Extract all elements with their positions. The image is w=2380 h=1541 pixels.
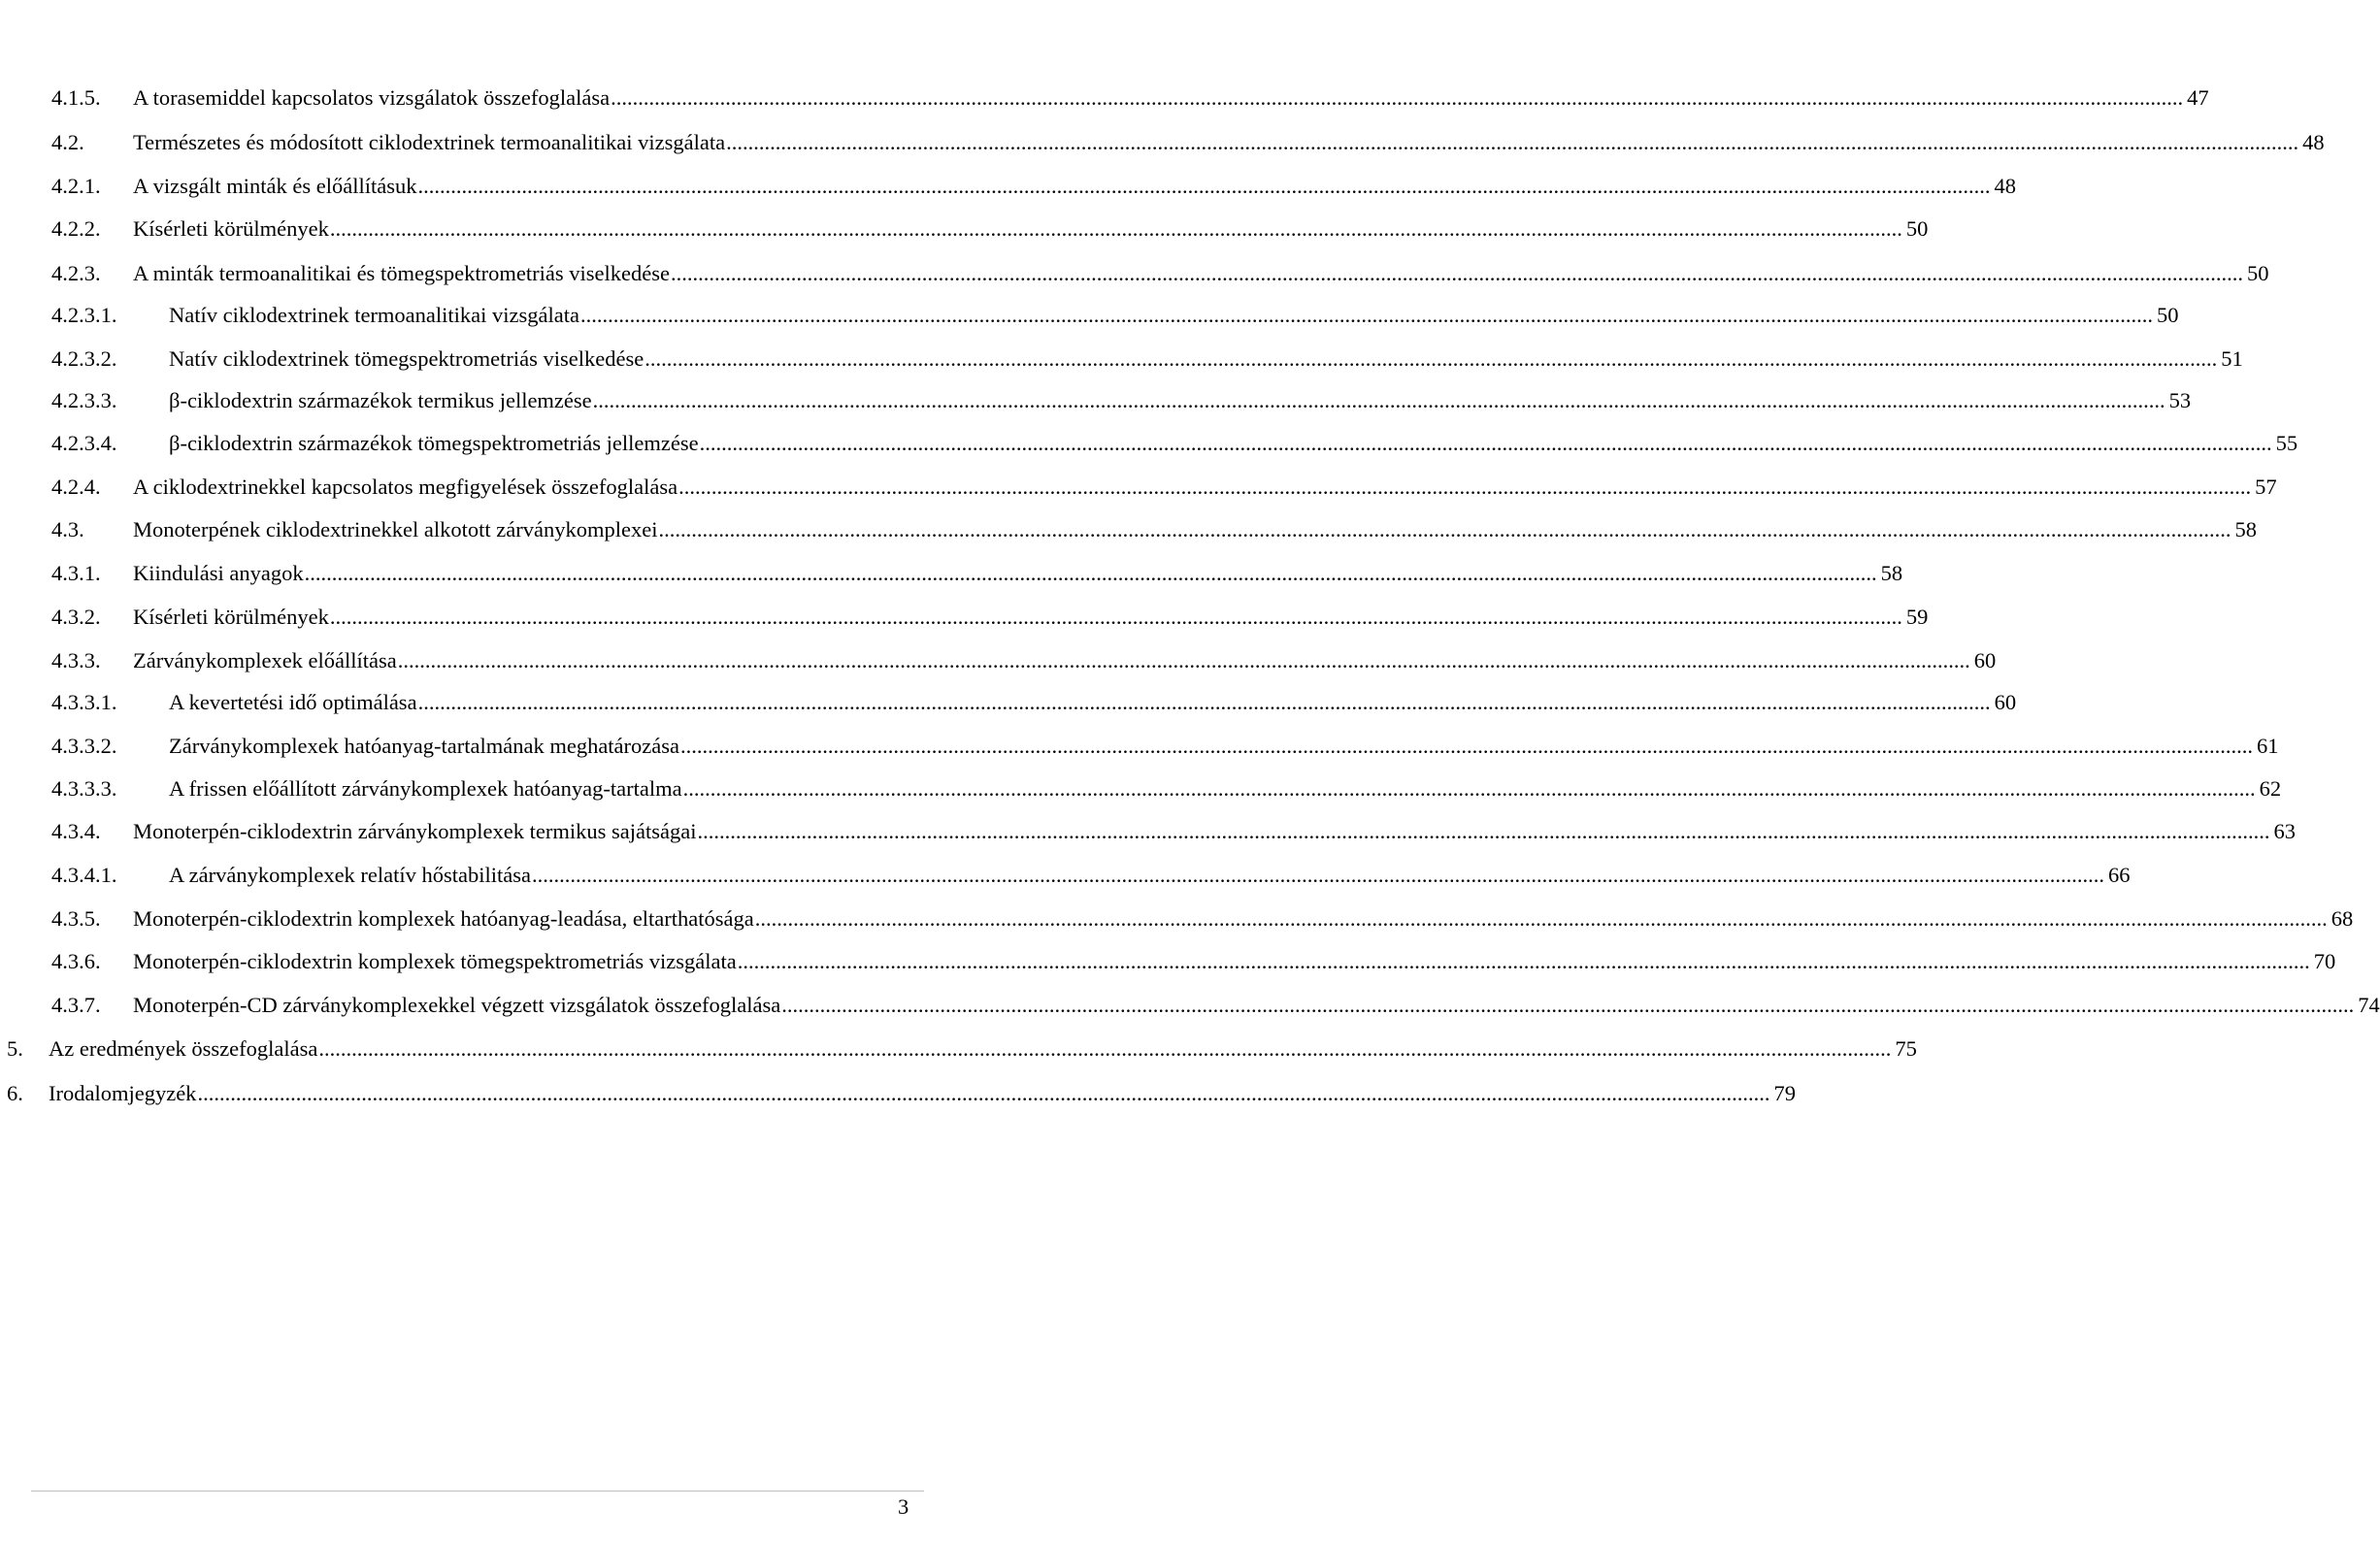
dot-leader: ................................................................................................................................................................................................................................................................................................: [329, 216, 1902, 241]
dot-leader: ................................................................................................................................................................................................................................................................................................: [397, 648, 1970, 672]
dot-leader: ................................................................................................................................................................................................................................................................................................: [680, 734, 2254, 758]
toc-entry-page: 59: [1905, 605, 1929, 629]
toc-entry-title: Zárványkomplexek hatóanyag-tartalmának meghatározása: [169, 734, 680, 758]
toc-entry-page: 57: [2255, 475, 2277, 499]
dot-leader: ................................................................................................................................................................................................................................................................................................: [417, 690, 1991, 714]
toc-entry[interactable]: [0, 557, 1903, 590]
toc-entry[interactable]: [0, 601, 1929, 634]
dot-leader: ................................................................................................................................................................................................................................................................................................: [678, 475, 2252, 499]
dot-leader: ................................................................................................................................................................................................................................................................................................: [611, 85, 2184, 110]
toc-entry-number: 4.3.3.: [51, 648, 101, 672]
toc-entry-number: 5.: [7, 1036, 23, 1061]
toc-entry-number: 4.3.5.: [51, 906, 101, 931]
toc-entry-number: 4.3.3.2.: [51, 734, 117, 758]
toc-entry[interactable]: [0, 772, 2282, 805]
toc-entry-page: 62: [2259, 776, 2282, 801]
toc-entry-page: 51: [2221, 346, 2243, 371]
toc-entry[interactable]: [0, 1033, 1917, 1066]
dot-leader: ................................................................................................................................................................................................................................................................................................: [417, 174, 1991, 198]
toc-entry-page: 60: [1973, 648, 1997, 672]
toc-entry-number: 4.3.7.: [51, 993, 101, 1017]
toc-entry-title: Az eredmények összefoglalása: [49, 1036, 318, 1061]
toc-entry-page: 48: [1994, 174, 2016, 198]
toc-entry-title: Monoterpének ciklodextrinekkel alkotott zárványkomplexei: [133, 517, 658, 541]
dot-leader: ................................................................................................................................................................................................................................................................................................: [645, 346, 2218, 371]
toc-entry[interactable]: [0, 427, 2298, 460]
toc-entry[interactable]: [0, 686, 2017, 719]
toc-entry[interactable]: [0, 170, 2016, 203]
toc-entry[interactable]: [0, 299, 2179, 332]
dot-leader: ................................................................................................................................................................................................................................................................................................: [197, 1081, 1770, 1105]
toc-entry-page: 66: [2108, 863, 2131, 887]
dot-leader: ................................................................................................................................................................................................................................................................................................: [658, 517, 2231, 541]
toc-entry-page: 68: [2330, 906, 2354, 931]
toc-entry-number: 4.3.3.3.: [51, 776, 117, 801]
toc-entry[interactable]: [0, 126, 2325, 159]
toc-entry-number: 4.3.2.: [51, 605, 101, 629]
dot-leader: ................................................................................................................................................................................................................................................................................................: [726, 130, 2299, 154]
toc-entry-number: 4.3.3.1.: [51, 690, 117, 714]
toc-entry-title: Természetes és módosított ciklodextrinek termoanalitikai vizsgálata: [133, 130, 726, 154]
toc-entry-page: 58: [1880, 561, 1903, 585]
toc-entry-title: A kevertetési idő optimálása: [169, 690, 417, 714]
toc-entry-title: Natív ciklodextrinek tömegspektrometriás viselkedése: [169, 346, 645, 371]
toc-entry[interactable]: [0, 343, 2243, 376]
toc-entry-title: Monoterpén-CD zárványkomplexekkel végzett vizsgálatok összefoglalása: [133, 993, 781, 1017]
toc-entry[interactable]: [0, 471, 2277, 504]
toc-entry-number: 4.2.4.: [51, 475, 101, 499]
toc-entry-page: 50: [2246, 261, 2269, 285]
toc-entry-title: A torasemiddel kapcsolatos vizsgálatok összefoglalása: [133, 85, 611, 110]
toc-entry-page: 55: [2275, 431, 2298, 455]
toc-entry-number: 4.1.5.: [51, 85, 101, 110]
toc-entry[interactable]: [0, 902, 2354, 935]
toc-entry[interactable]: [0, 513, 2257, 546]
toc-entry[interactable]: [0, 989, 2380, 1022]
toc-entry-page: 58: [2234, 517, 2257, 541]
toc-entry-number: 6.: [7, 1081, 23, 1105]
dot-leader: ................................................................................................................................................................................................................................................................................................: [318, 1036, 1892, 1061]
toc-entry-number: 4.2.3.: [51, 261, 101, 285]
toc-entry-title: Monoterpén-ciklodextrin komplexek hatóanyag-leadása, eltarthatósága: [133, 906, 754, 931]
dot-leader: ................................................................................................................................................................................................................................................................................................: [754, 906, 2328, 931]
toc-entry-page: 74: [2358, 993, 2380, 1017]
toc-entry[interactable]: [0, 82, 2209, 115]
dot-leader: ................................................................................................................................................................................................................................................................................................: [670, 261, 2243, 285]
toc-entry-number: 4.2.3.4.: [51, 431, 117, 455]
toc-entry-page: 50: [2156, 303, 2179, 327]
toc-entry[interactable]: [0, 815, 2296, 848]
dot-leader: ................................................................................................................................................................................................................................................................................................: [699, 431, 2272, 455]
toc-entry-number: 4.2.: [51, 130, 84, 154]
dot-leader: ................................................................................................................................................................................................................................................................................................: [697, 819, 2270, 843]
toc-entry-number: 4.3.6.: [51, 949, 101, 973]
toc-entry-page: 75: [1895, 1036, 1917, 1061]
toc-entry[interactable]: [0, 859, 2131, 892]
toc-entry-title: β-ciklodextrin származékok termikus jellemzése: [169, 388, 592, 412]
toc-entry-page: 61: [2257, 734, 2279, 758]
toc-entry-page: 70: [2313, 949, 2336, 973]
toc-entry-page: 63: [2273, 819, 2296, 843]
toc-entry-number: 4.3.4.1.: [51, 863, 117, 887]
toc-entry-title: A vizsgált minták és előállításuk: [133, 174, 417, 198]
toc-entry-page: 50: [1905, 216, 1929, 241]
toc-entry-title: Kísérleti körülmények: [133, 216, 329, 241]
toc-entry-title: A minták termoanalitikai és tömegspektrometriás viselkedése: [133, 261, 670, 285]
page-number: 3: [898, 1494, 909, 1519]
dot-leader: ................................................................................................................................................................................................................................................................................................: [579, 303, 2153, 327]
dot-leader: ................................................................................................................................................................................................................................................................................................: [329, 605, 1902, 629]
toc-entry-title: A zárványkomplexek relatív hőstabilitása: [169, 863, 532, 887]
toc-entry-page: 79: [1773, 1081, 1796, 1105]
toc-entry-number: 4.2.3.3.: [51, 388, 117, 412]
toc-entry-title: Monoterpén-ciklodextrin zárványkomplexek termikus sajátságai: [133, 819, 697, 843]
footer-rule: [31, 1491, 924, 1492]
toc-entry[interactable]: [0, 945, 2336, 978]
toc-entry-title: Irodalomjegyzék: [49, 1081, 197, 1105]
dot-leader: ................................................................................................................................................................................................................................................................................................: [592, 388, 2165, 412]
toc-entry[interactable]: [0, 644, 1997, 677]
toc-entry-page: 48: [2302, 130, 2325, 154]
toc-entry-page: 60: [1994, 690, 2017, 714]
toc-entry-number: 4.3.: [51, 517, 84, 541]
toc-entry-title: A frissen előállított zárványkomplexek hatóanyag-tartalma: [169, 776, 682, 801]
toc-entry-title: β-ciklodextrin származékok tömegspektrometriás jellemzése: [169, 431, 699, 455]
toc-entry-number: 4.2.3.1.: [51, 303, 117, 327]
toc-entry-page: 47: [2187, 85, 2209, 110]
dot-leader: ................................................................................................................................................................................................................................................................................................: [682, 776, 2256, 801]
toc-entry[interactable]: [0, 257, 2269, 290]
toc-entry-title: Natív ciklodextrinek termoanalitikai vizsgálata: [169, 303, 579, 327]
toc-entry[interactable]: [0, 730, 2279, 763]
dot-leader: ................................................................................................................................................................................................................................................................................................: [532, 863, 2105, 887]
toc-entry-number: 4.2.3.2.: [51, 346, 117, 371]
dot-leader: ................................................................................................................................................................................................................................................................................................: [737, 949, 2310, 973]
toc-entry-title: A ciklodextrinekkel kapcsolatos megfigyelések összefoglalása: [133, 475, 678, 499]
toc-entry-title: Kiindulási anyagok: [133, 561, 304, 585]
toc-entry-number: 4.2.1.: [51, 174, 101, 198]
toc-entry-title: Kísérleti körülmények: [133, 605, 329, 629]
toc-entry[interactable]: [0, 1077, 1796, 1110]
toc-entry-title: Monoterpén-ciklodextrin komplexek tömegspektrometriás vizsgálata: [133, 949, 737, 973]
dot-leader: ................................................................................................................................................................................................................................................................................................: [781, 993, 2355, 1017]
toc-entry[interactable]: [0, 384, 2192, 417]
toc-entry-title: Zárványkomplexek előállítása: [133, 648, 397, 672]
toc-entry-page: 53: [2168, 388, 2192, 412]
dot-leader: ................................................................................................................................................................................................................................................................................................: [304, 561, 1877, 585]
toc-entry-number: 4.2.2.: [51, 216, 101, 241]
toc-entry[interactable]: [0, 213, 1929, 246]
toc-entry-number: 4.3.1.: [51, 561, 101, 585]
toc-entry-number: 4.3.4.: [51, 819, 101, 843]
